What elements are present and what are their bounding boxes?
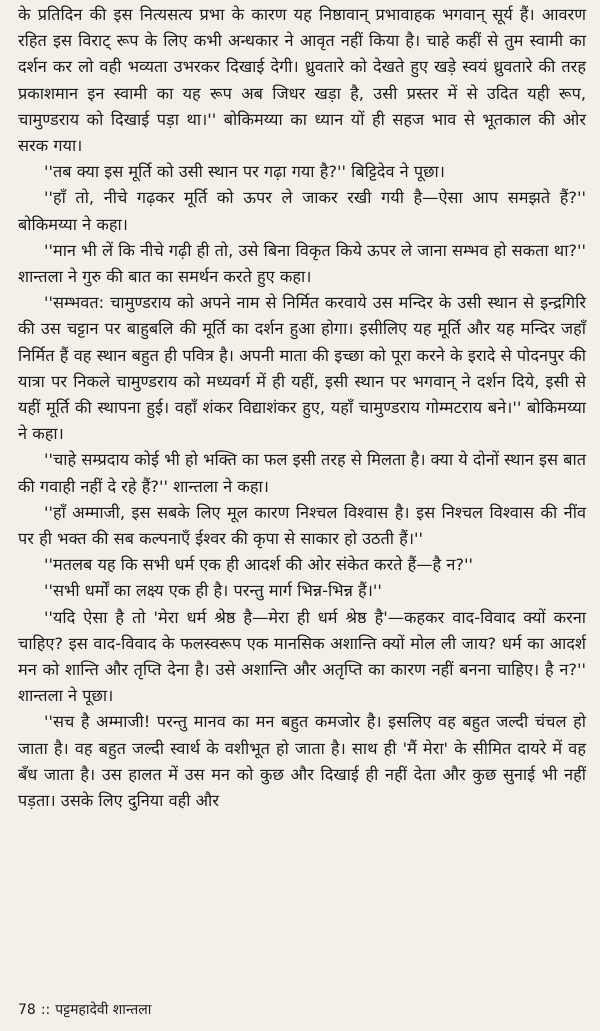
book-title: पट्टमहादेवी शान्तला <box>55 1002 152 1018</box>
paragraph: ''सच है अम्माजी! परन्तु मानव का मन बहुत कमजोर है। इसलिए वह बहुत जल्दी चंचल हो जाता है। वह बहुत जल्दी स्वार्थ के वशीभूत हो जाता है। साथ ही 'मैं मेरा' के सीमित दायरे में वह बँध जाता है। उस हालत में उस मन को कुछ और दिखाई ही नहीं देता और कुछ सुनाई भी नहीं पड़ता। उसके लिए दुनिया वही और <box>18 712 586 811</box>
paragraph: ''सभी धर्मों का लक्ष्य एक ही है। परन्तु मार्ग भिन्न-भिन्न हैं।'' <box>44 581 382 601</box>
paragraph: ''हाँ तो, नीचे गढ़कर मूर्ति को ऊपर ले जाकर रखी गयी है—ऐसा आप समझते हैं?'' बोकिमय्या ने कहा। <box>18 188 586 234</box>
paragraph: ''यदि ऐसा है तो 'मेरा धर्म श्रेष्ठ है—मेरा ही धर्म श्रेष्ठ है'—कहकर वाद-विवाद क्यों करना चाहिए? इस वाद-विवाद के फलस्वरूप एक मानसिक अशान्ति क्यों मोल ली जाय? धर्म का आदर्श मन को शान्ति और तृप्ति देना है। उसे अशान्ति और अतृप्ति का कारण नहीं बनना चाहिए। है न?'' शान्तला ने पूछा। <box>18 607 586 706</box>
footer-separator: :: <box>40 1002 51 1018</box>
page-body-text <box>18 2 586 814</box>
paragraph: ''मान भी लें कि नीचे गढ़ी ही तो, उसे बिना विकृत किये ऊपर ले जाना सम्भव हो सकता था?'' शान्तला ने गुरु की बात का समर्थन करते हुए कहा। <box>18 240 586 287</box>
paragraph: ''चाहे सम्प्रदाय कोई भी हो भक्ति का फल इसी तरह से मिलता है। क्या ये दोनों स्थान इस बात की गवाही नहीं दे रहे हैं?'' शान्तला ने कहा। <box>18 450 586 496</box>
paragraph: ''हाँ अम्माजी, इस सबके लिए मूल कारण निश्चल विश्वास है। इस निश्चल विश्वास की नींव पर ही भक्त की सब कल्पनाएँ ईश्वर की कृपा से साकार हो उठती हैं।'' <box>18 502 586 549</box>
page-number: 78 <box>18 1002 36 1018</box>
paragraph: ''मतलब यह कि सभी धर्म एक ही आदर्श की ओर संकेत करते हैं—है न?'' <box>44 555 474 575</box>
page-footer <box>18 1000 151 1020</box>
paragraph: के प्रतिदिन की इस नित्यसत्य प्रभा के कारण यह निष्ठावान् प्रभावाहक भगवान् सूर्य हैं। आवरण रहित इस विराट् रूप के लिए कभी अन्धकार ने आवृत नहीं किया है। चाहे कहीं से तुम स्वामी का दर्शन कर लो वही भव्यता उभरकर दिखाई देगी। ध्रुवतारे को देखते हुए खड़े स्वयं ध्रुवतारे की तरह प्रकाशमान इन स्वामी का यह रूप अब जिधर खड़ा है, उसी प्रस्तर में से उदित यही रूप, चामुण्डराय को दिखाई पड़ा था।'' बोकिमय्या का ध्यान यों ही सहज भाव से भूतकाल की ओर सरक गया। <box>18 5 586 156</box>
paragraph: ''सम्भवत: चामुण्डराय को अपने नाम से निर्मित करवाये उस मन्दिर के उसी स्थान से इन्द्रगिरि की उस चट्टान पर बाहुबलि की मूर्ति का दर्शन हुआ होगा। इसीलिए यह मूर्ति और यह मन्दिर जहाँ निर्मित हैं वह स्थान बहुत ही पवित्र है। अपनी माता की इच्छा को पूरा करने के इरादे से पोदनपुर की यात्रा पर निकले चामुण्डराय को मध्यवर्ग में ही यहीं, इसी स्थान पर भगवान् ने दर्शन दिये, इसी से यहीं मूर्ति की स्थापना हुई। वहाँ शंकर विद्याशंकर हुए, यहाँ चामुण्डराय गोम्मटराय बने।'' बोकिमय्या ने कहा। <box>18 293 586 444</box>
paragraph: ''तब क्या इस मूर्ति को उसी स्थान पर गढ़ा गया है?'' बिट्टिदेव ने पूछा। <box>44 162 445 182</box>
